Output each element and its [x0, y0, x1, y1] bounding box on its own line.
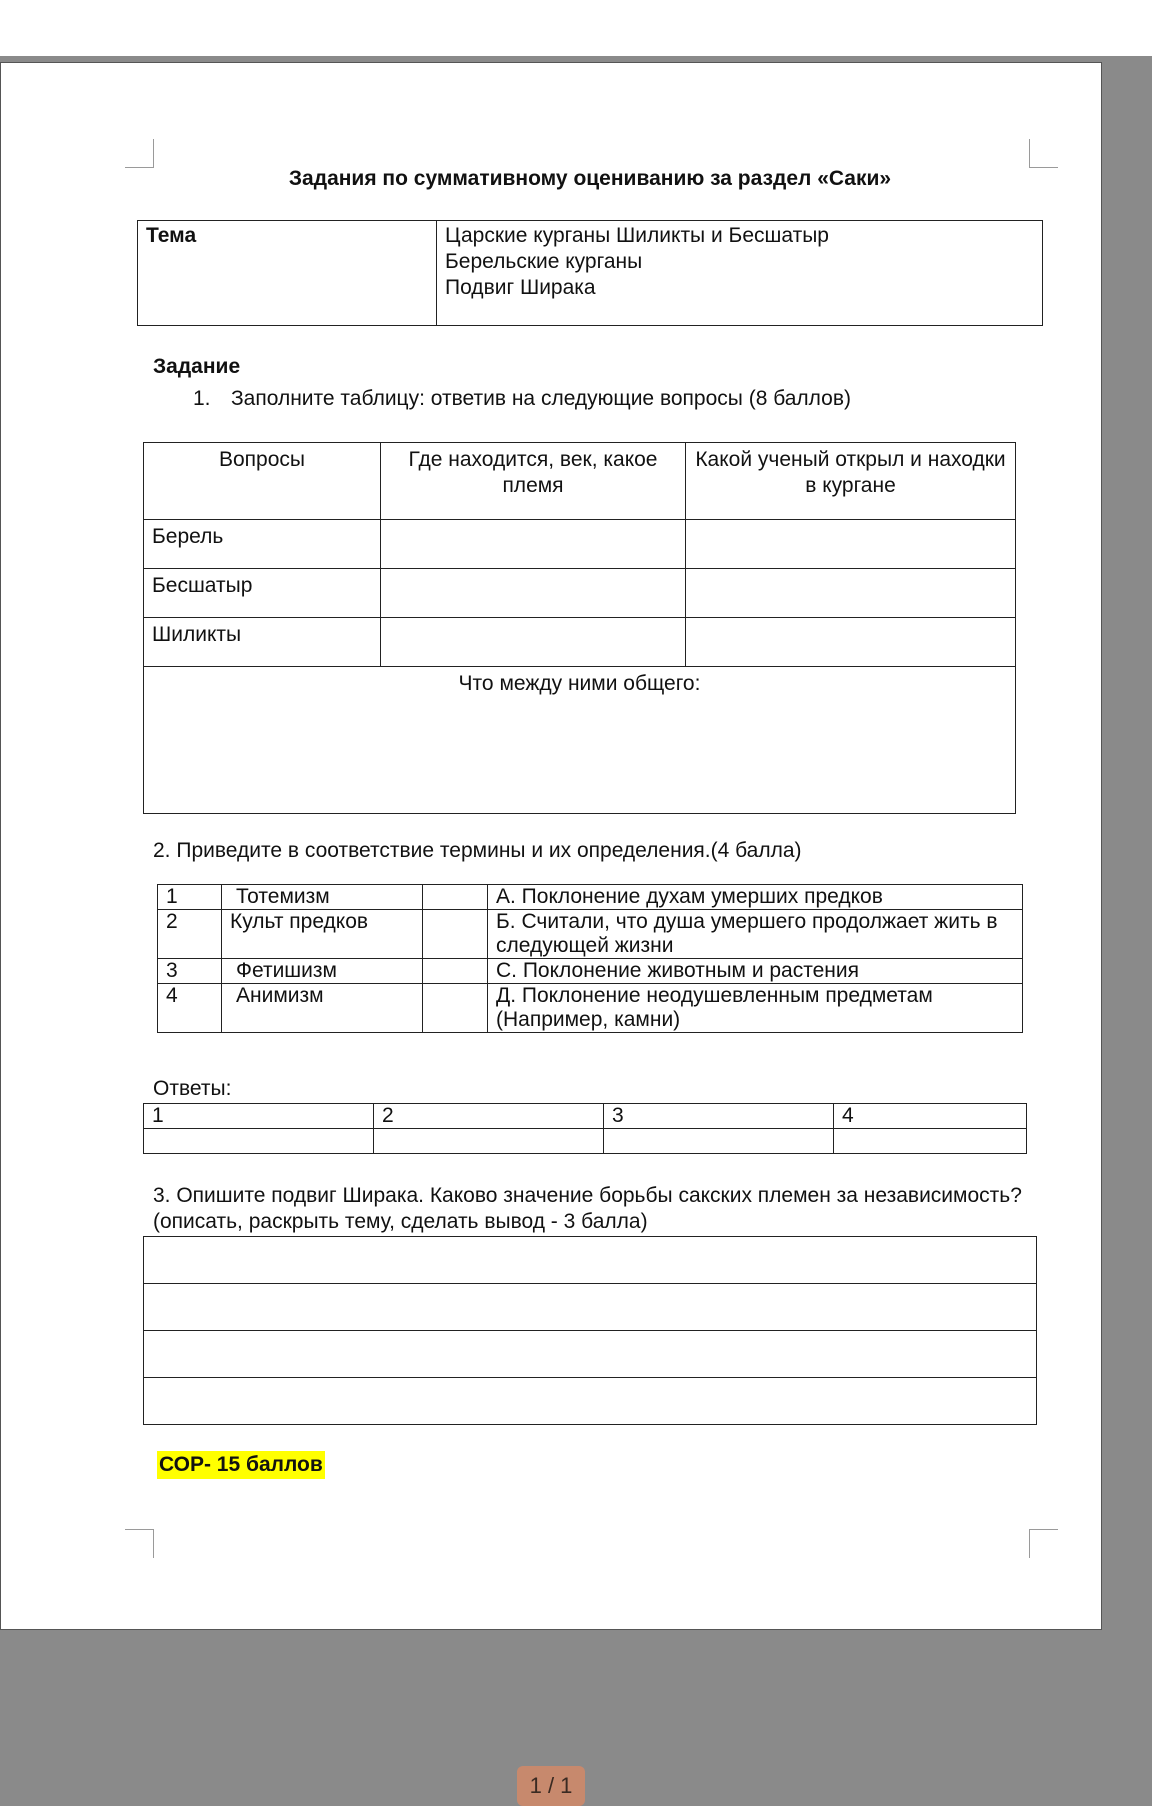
- table-header: Вопросы: [144, 443, 381, 520]
- topic-line: Берельские курганы: [445, 250, 643, 273]
- answer-column-header: 2: [374, 1104, 604, 1129]
- answer-cell[interactable]: [144, 1129, 374, 1154]
- definition: Б. Считали, что душа умершего продолжает жить в следующей жизни: [488, 910, 1023, 959]
- matching-table: [157, 884, 1023, 1033]
- answer-cell[interactable]: [604, 1129, 834, 1154]
- question-1-text: Заполните таблицу: ответив на следующие вопросы (8 баллов): [231, 387, 852, 410]
- term: Анимизм: [222, 984, 423, 1033]
- answer-cell[interactable]: [686, 618, 1016, 667]
- match-cell[interactable]: [423, 959, 488, 984]
- match-cell[interactable]: [423, 885, 488, 910]
- match-cell[interactable]: [423, 910, 488, 959]
- definition: Д. Поклонение неодушевленным предметам (Например, камни): [488, 984, 1023, 1033]
- topic-line: Царские курганы Шиликты и Бесшатыр: [445, 224, 829, 247]
- row-label: Берель: [144, 520, 381, 569]
- total-score: СОР- 15 баллов: [157, 1451, 325, 1479]
- topic-line: Подвиг Ширака: [445, 276, 596, 299]
- answer-cell[interactable]: [686, 569, 1016, 618]
- document-title: Задания по суммативному оцениванию за раздел «Саки»: [288, 167, 892, 190]
- task-label: Задание: [153, 355, 241, 378]
- answer-cell[interactable]: [381, 569, 686, 618]
- row-label: Бесшатыр: [144, 569, 381, 618]
- question-2-text: 2. Приведите в соответствие термины и их определения.(4 балла): [153, 839, 802, 862]
- topic-list: [437, 221, 1043, 326]
- term: Тотемизм: [222, 885, 423, 910]
- answer-cell[interactable]: [834, 1129, 1027, 1154]
- term: Фетишизм: [222, 959, 423, 984]
- margin-corner-top-right: [1029, 139, 1058, 168]
- margin-corner-bottom-left: [125, 1529, 154, 1558]
- answers-label: Ответы:: [153, 1077, 232, 1100]
- essay-line[interactable]: [144, 1284, 1037, 1331]
- question-1: [193, 387, 851, 411]
- answer-cell[interactable]: [374, 1129, 604, 1154]
- essay-line[interactable]: [144, 1331, 1037, 1378]
- definition: А. Поклонение духам умерших предков: [488, 885, 1023, 910]
- answer-column-header: 4: [834, 1104, 1027, 1129]
- question-1-number: 1.: [193, 387, 211, 410]
- question-1-table: [143, 442, 1016, 814]
- definition: С. Поклонение животным и растения: [488, 959, 1023, 984]
- table-header: Какой ученый открыл и находки в кургане: [686, 443, 1016, 520]
- row-label: Шиликты: [144, 618, 381, 667]
- topic-table: [137, 220, 1043, 326]
- margin-corner-top-left: [125, 139, 154, 168]
- term: Культ предков: [222, 910, 423, 959]
- essay-table: [143, 1236, 1037, 1425]
- term-number: 4: [158, 984, 222, 1033]
- answer-cell[interactable]: [381, 520, 686, 569]
- margin-corner-bottom-right: [1029, 1529, 1058, 1558]
- common-answer-cell[interactable]: Что между ними общего:: [144, 667, 1016, 814]
- document-page: [0, 62, 1102, 1630]
- answer-cell[interactable]: [686, 520, 1016, 569]
- viewer-top-bar: [0, 0, 1152, 56]
- term-number: 2: [158, 910, 222, 959]
- answer-column-header: 1: [144, 1104, 374, 1129]
- table-header: Где находится, век, какое племя: [381, 443, 686, 520]
- topic-label: Тема: [138, 221, 437, 326]
- term-number: 3: [158, 959, 222, 984]
- essay-line[interactable]: [144, 1378, 1037, 1425]
- answers-table: [143, 1103, 1027, 1154]
- essay-line[interactable]: [144, 1237, 1037, 1284]
- answer-cell[interactable]: [381, 618, 686, 667]
- match-cell[interactable]: [423, 984, 488, 1033]
- term-number: 1: [158, 885, 222, 910]
- answer-column-header: 3: [604, 1104, 834, 1129]
- question-3-text: 3. Опишите подвиг Ширака. Каково значение борьбы сакских племен за независимость?(описать, раскрыть тему, сделать вывод - 3 балла): [153, 1184, 1022, 1233]
- page-indicator: 1 / 1: [517, 1766, 585, 1806]
